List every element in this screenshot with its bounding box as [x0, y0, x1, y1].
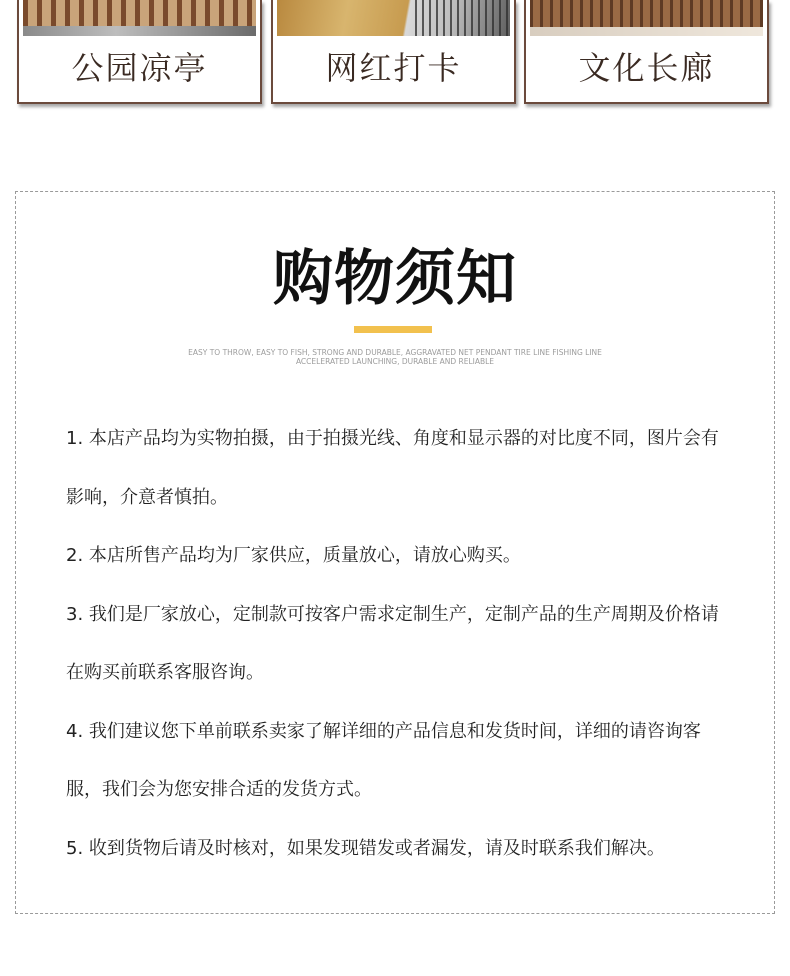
- park-pavilion-photo: [23, 0, 256, 36]
- scene-card-culture-corridor: [524, 0, 769, 104]
- culture-corridor-photo: [530, 0, 763, 36]
- scene-card-checkin-spot: [271, 0, 516, 104]
- notice-list: [66, 410, 731, 878]
- scene-card-caption: 网红打卡: [325, 49, 462, 87]
- notice-item: 5. 收到货物后请及时核对，如果发现错发或者漏发，请及时联系我们解决。: [66, 837, 665, 859]
- scene-cards: [0, 0, 790, 110]
- scene-card-caption: 文化长廊: [578, 49, 715, 87]
- scene-card-caption: 公园凉亭: [71, 49, 208, 87]
- notice-item: 4. 我们建议您下单前联系卖家了解详细的产品信息和发货时间，详细的请咨询客服，我们会为您安排合适的发货方式。: [66, 720, 701, 800]
- checkin-spot-photo: [277, 0, 510, 36]
- notice-subtitle: [76, 348, 714, 366]
- notice-subtitle-line: EASY TO THROW, EASY TO FISH, STRONG AND DURABLE, AGGRAVATED NET PENDANT TIRE LINE FISHING LINE: [188, 348, 602, 357]
- notice-item: 3. 我们是厂家放心，定制款可按客户需求定制生产，定制产品的生产周期及价格请在购买前联系客服咨询。: [66, 603, 719, 683]
- shopping-notice-box: [15, 191, 775, 914]
- notice-item: 2. 本店所售产品均为厂家供应，质量放心，请放心购买。: [66, 545, 521, 566]
- scene-card-park-pavilion: [17, 0, 262, 104]
- notice-title: 购物须知: [273, 244, 517, 314]
- title-accent-bar: [354, 326, 432, 333]
- notice-item: 1. 本店产品均为实物拍摄，由于拍摄光线、角度和显示器的对比度不同，图片会有影响，介意者慎拍。: [66, 428, 719, 508]
- notice-subtitle-line: ACCELERATED LAUNCHING, DURABLE AND RELIABLE: [295, 357, 495, 366]
